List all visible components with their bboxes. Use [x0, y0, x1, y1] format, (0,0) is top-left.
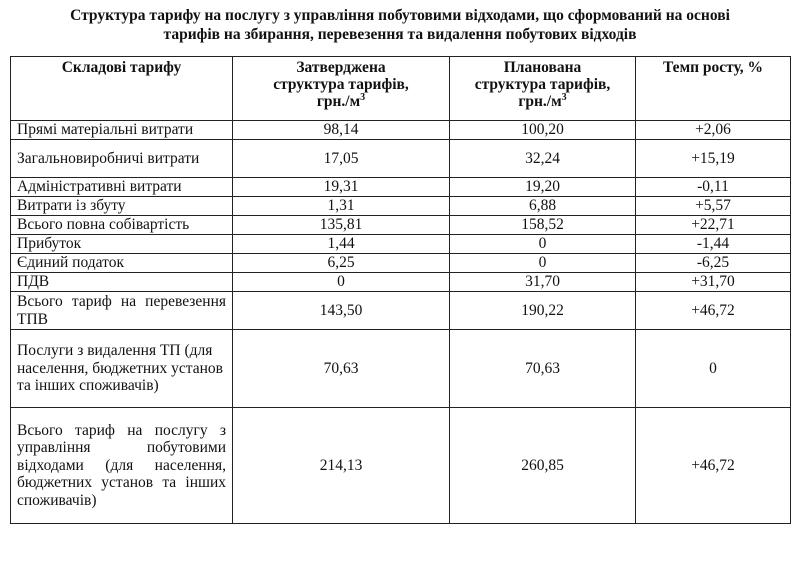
row-approved: 214,13	[233, 408, 450, 524]
row-planned: 32,24	[450, 140, 636, 178]
row-approved: 135,81	[233, 216, 450, 235]
row-name: Послуги з видалення ТП (для населення, бюджетних установ та інших споживачів)	[11, 330, 233, 408]
table-row	[11, 197, 791, 216]
row-name: Всього тариф на перевезення ТПВ	[11, 292, 233, 330]
row-approved: 98,14	[233, 121, 450, 140]
row-approved: 0	[233, 273, 450, 292]
row-planned: 260,85	[450, 408, 636, 524]
table-row	[11, 254, 791, 273]
row-planned: 100,20	[450, 121, 636, 140]
table-row	[11, 408, 791, 524]
row-name: Прибуток	[11, 235, 233, 254]
row-name: Прямі матеріальні витрати	[11, 121, 233, 140]
row-growth: +2,06	[636, 121, 791, 140]
row-planned: 19,20	[450, 178, 636, 197]
row-growth: -1,44	[636, 235, 791, 254]
row-planned: 190,22	[450, 292, 636, 330]
row-name: Всього тариф на послугу з управління побутовими відходами (для населення, бюджетних установ та інших споживачів)	[11, 408, 233, 524]
table-row	[11, 273, 791, 292]
tariff-table	[10, 56, 791, 524]
row-approved: 6,25	[233, 254, 450, 273]
row-planned: 6,88	[450, 197, 636, 216]
title-line-1: Структура тарифу на послугу з управління побутовими відходами, що сформований на основі	[70, 7, 730, 24]
row-growth: +46,72	[636, 292, 791, 330]
row-name: Витрати із збуту	[11, 197, 233, 216]
row-name: Загальновиробничі витрати	[11, 140, 233, 178]
row-name: ПДВ	[11, 273, 233, 292]
table-row	[11, 121, 791, 140]
row-growth: +15,19	[636, 140, 791, 178]
row-growth: +46,72	[636, 408, 791, 524]
table-row	[11, 216, 791, 235]
row-approved: 1,44	[233, 235, 450, 254]
table-row	[11, 140, 791, 178]
row-planned: 158,52	[450, 216, 636, 235]
row-growth: 0	[636, 330, 791, 408]
row-planned: 0	[450, 235, 636, 254]
row-growth: +22,71	[636, 216, 791, 235]
table-row	[11, 330, 791, 408]
header-component: Складові тарифу	[11, 57, 233, 121]
row-approved: 143,50	[233, 292, 450, 330]
header-growth: Темп росту, %	[636, 57, 791, 121]
row-approved: 19,31	[233, 178, 450, 197]
row-planned: 31,70	[450, 273, 636, 292]
document-title	[0, 6, 800, 44]
header-approved: Затверджена структура тарифів, $грн./м^3$	[233, 57, 450, 121]
row-planned: 70,63	[450, 330, 636, 408]
row-approved: 70,63	[233, 330, 450, 408]
row-name: Адміністративні витрати	[11, 178, 233, 197]
table-header-row	[11, 57, 791, 121]
table-row	[11, 178, 791, 197]
row-growth: +5,57	[636, 197, 791, 216]
table-row	[11, 235, 791, 254]
row-name: Всього повна собівартість	[11, 216, 233, 235]
row-name: Єдиний податок	[11, 254, 233, 273]
row-approved: 17,05	[233, 140, 450, 178]
header-planned: Планована структура тарифів, $грн./м^3$	[450, 57, 636, 121]
row-planned: 0	[450, 254, 636, 273]
table-row	[11, 292, 791, 330]
row-growth: -0,11	[636, 178, 791, 197]
row-growth: +31,70	[636, 273, 791, 292]
title-line-2: тарифів на збирання, перевезення та видалення побутових відходів	[163, 26, 637, 43]
row-growth: -6,25	[636, 254, 791, 273]
row-approved: 1,31	[233, 197, 450, 216]
